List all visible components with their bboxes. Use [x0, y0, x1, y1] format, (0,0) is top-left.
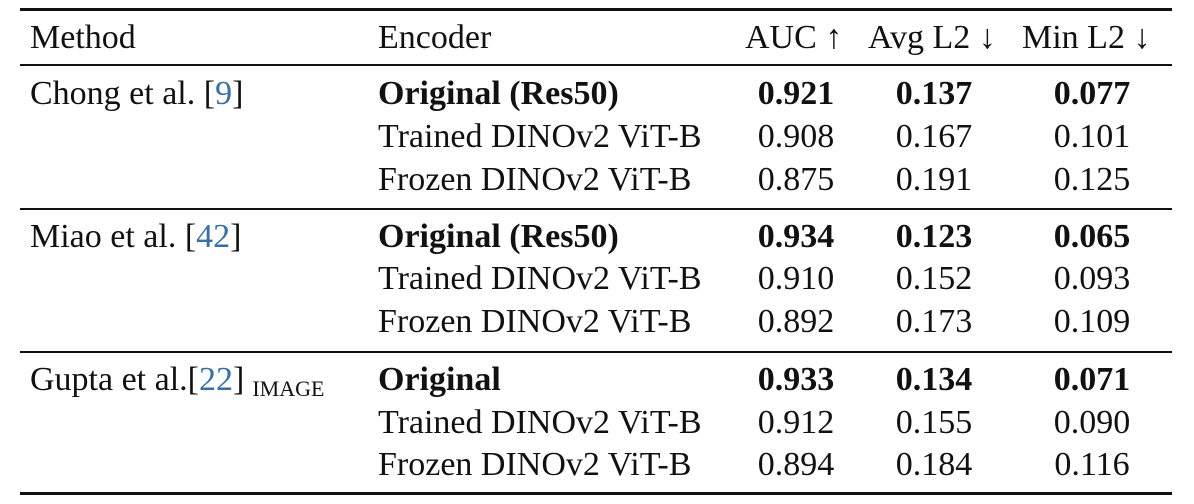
encoder-cell: Original	[378, 361, 501, 398]
citation-link[interactable]: 42	[196, 218, 231, 255]
encoder-cell: Trained DINOv2 ViT-B	[378, 404, 702, 441]
avg-l2-cell: 0.191	[895, 161, 973, 198]
auc-cell: 0.875	[757, 161, 835, 198]
avg-l2-cell: 0.152	[895, 260, 973, 297]
group-rule	[20, 351, 1172, 353]
min-l2-cell: 0.077	[1053, 75, 1131, 112]
method-name: Chong et al. [	[30, 75, 216, 112]
header-avg-l2: Avg L2 ↓	[868, 19, 996, 56]
header-rule	[20, 64, 1172, 66]
method-close: ]	[232, 75, 244, 112]
method-cell	[30, 360, 324, 403]
min-l2-cell: 0.109	[1053, 303, 1131, 340]
encoder-cell: Trained DINOv2 ViT-B	[378, 260, 702, 297]
avg-l2-cell: 0.184	[895, 446, 973, 483]
encoder-cell: Original (Res50)	[378, 218, 619, 255]
method-close: ]	[233, 361, 245, 398]
avg-l2-cell: 0.167	[895, 118, 973, 155]
auc-cell: 0.908	[757, 118, 835, 155]
header-auc: AUC ↑	[745, 19, 843, 56]
auc-cell: 0.892	[757, 303, 835, 340]
encoder-cell: Original (Res50)	[378, 75, 619, 112]
auc-cell: 0.912	[757, 404, 835, 441]
auc-cell: 0.894	[757, 446, 835, 483]
encoder-cell: Frozen DINOv2 ViT-B	[378, 303, 692, 340]
min-l2-cell: 0.125	[1053, 161, 1131, 198]
citation-link[interactable]: 22	[199, 361, 233, 398]
citation-link[interactable]: 9	[215, 75, 233, 112]
avg-l2-cell: 0.137	[895, 75, 973, 112]
method-close: ]	[230, 218, 242, 255]
min-l2-cell: 0.071	[1053, 361, 1131, 398]
min-l2-cell: 0.093	[1053, 260, 1131, 297]
group-rule	[20, 208, 1172, 210]
avg-l2-cell: 0.123	[895, 218, 973, 255]
auc-cell: 0.910	[757, 260, 835, 297]
method-cell	[30, 74, 243, 114]
encoder-cell: Frozen DINOv2 ViT-B	[378, 161, 692, 198]
avg-l2-cell: 0.134	[895, 361, 973, 398]
avg-l2-cell: 0.155	[895, 404, 973, 441]
top-rule	[20, 8, 1172, 11]
method-name: Miao et al. [	[30, 218, 197, 255]
method-name: Gupta et al.[	[30, 361, 199, 398]
avg-l2-cell: 0.173	[895, 303, 973, 340]
header-encoder: Encoder	[378, 19, 492, 56]
encoder-cell: Trained DINOv2 ViT-B	[378, 118, 702, 155]
auc-cell: 0.934	[757, 218, 835, 255]
min-l2-cell: 0.065	[1053, 218, 1131, 255]
header-min-l2: Min L2 ↓	[1022, 19, 1151, 56]
encoder-cell: Frozen DINOv2 ViT-B	[378, 446, 692, 483]
header-method: Method	[30, 19, 136, 56]
bottom-rule	[20, 492, 1172, 495]
min-l2-cell: 0.116	[1054, 446, 1130, 483]
min-l2-cell: 0.090	[1053, 404, 1131, 441]
min-l2-cell: 0.101	[1053, 118, 1131, 155]
auc-cell: 0.933	[757, 361, 835, 398]
method-suffix: IMAGE	[252, 376, 325, 401]
auc-cell: 0.921	[757, 75, 835, 112]
method-cell	[30, 217, 242, 257]
